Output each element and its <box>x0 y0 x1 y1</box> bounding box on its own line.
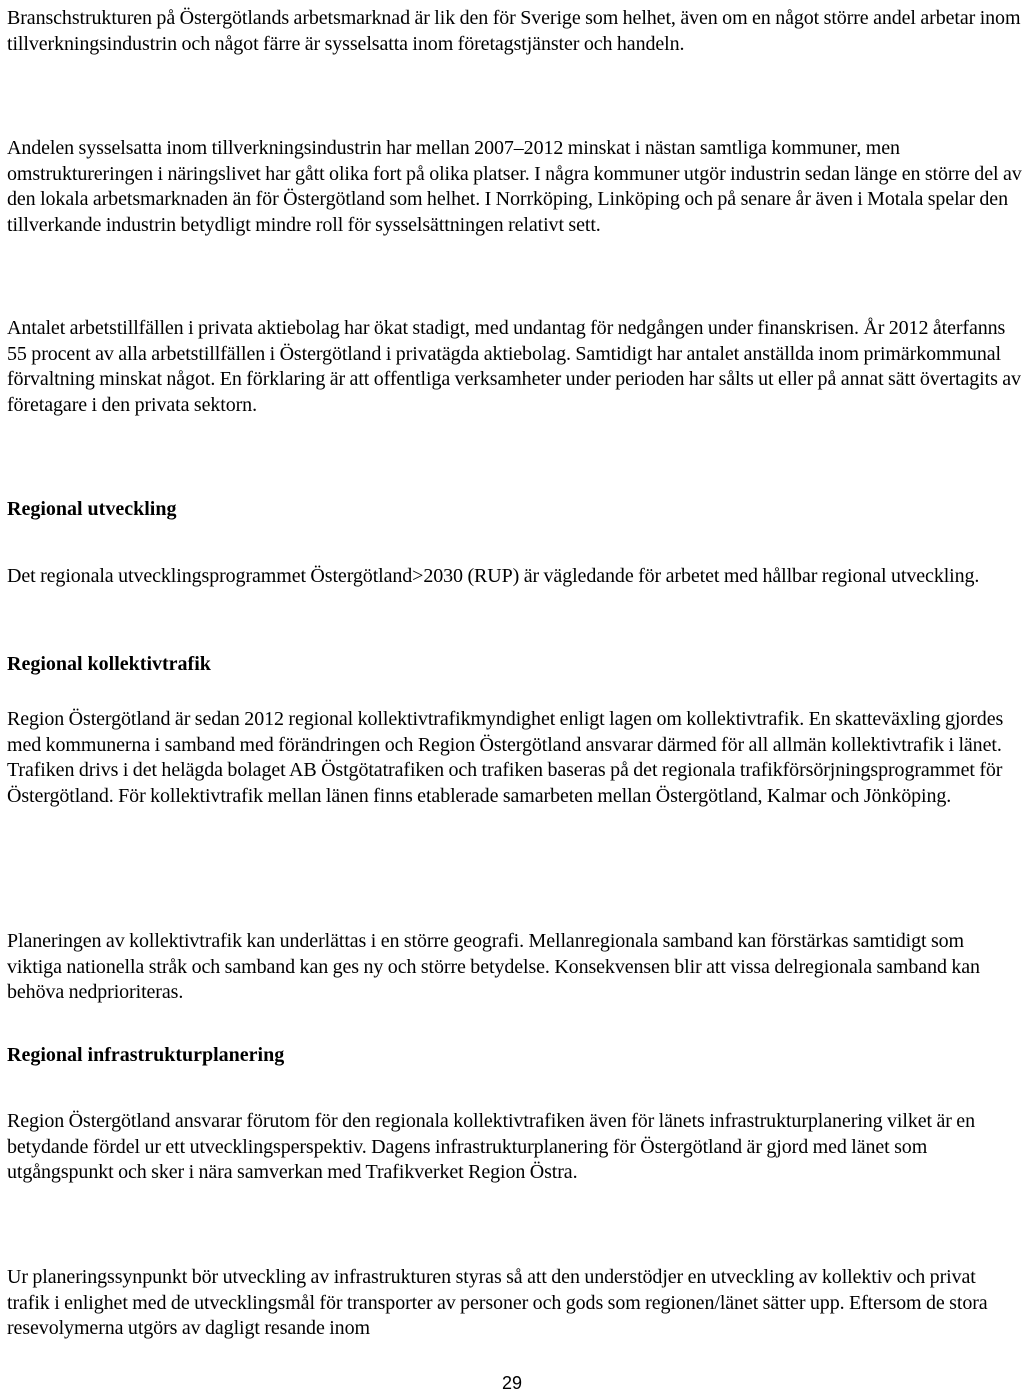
paragraph-transport-planning: Planeringen av kollektivtrafik kan underlättas i en större geografi. Mellanregionala samband kan förstärkas samtidigt som viktiga nationella stråk och samband kan ges ny och större betydelse. Konsekvensen blir att vissa delregionala samband kan behöva nedprioriteras. <box>7 930 980 1004</box>
heading-regional-public-transport: Regional kollektivtrafik <box>7 653 211 675</box>
paragraph-industry-structure: Branschstrukturen på Östergötlands arbetsmarknad är lik den för Sverige som helhet, även om en något större andel arbetar inom tillverkningsindustrin och något färre är sysselsatta inom företagstjänster och handeln. <box>7 7 1021 55</box>
heading-regional-development: Regional utveckling <box>7 498 177 520</box>
paragraph-transport-authority: Region Östergötland är sedan 2012 regional kollektivtrafikmyndighet enligt lagen om kollektivtrafik. En skatteväxling gjordes med kommunerna i samband med förändringen och Region Östergötland ansvarar därmed för all allmän kollektivtrafik i länet. Trafiken drivs i det helägda bolaget AB Östgötatrafiken och trafiken baseras på det regionala trafikförsörjningsprogrammet för Östergötland. För kollektivtrafik mellan länen finns etablerade samarbeten mellan Östergötland, Kalmar och Jönköping. <box>7 708 1004 807</box>
heading-infrastructure-planning: Regional infrastrukturplanering <box>7 1044 285 1066</box>
paragraph-rup: Det regionala utvecklingsprogrammet Östergötland>2030 (RUP) är vägledande för arbetet med hållbar regional utveckling. <box>7 565 980 587</box>
paragraph-infrastructure-steering: Ur planeringssynpunkt bör utveckling av infrastrukturen styras så att den understödjer en utveckling av kollektiv och privat trafik i enlighet med de utvecklingsmål för transporter av personer och gods som regionen/länet sätter upp. Eftersom de stora resevolymerna utgörs av dagligt resande inom <box>7 1266 988 1340</box>
paragraph-infrastructure-responsibility: Region Östergötland ansvarar förutom för den regionala kollektivtrafiken även för länets infrastrukturplanering vilket är en betydande fördel ur ett utvecklingsperspektiv. Dagens infrastrukturplanering för Östergötland är gjord med länet som utgångspunkt och sker i nära samverkan med Trafikverket Region Östra. <box>7 1110 975 1184</box>
page-number: 29 <box>501 1373 523 1393</box>
paragraph-private-companies: Antalet arbetstillfällen i privata aktiebolag har ökat stadigt, med undantag för nedgången under finanskrisen. År 2012 återfanns 55 procent av alla arbetstillfällen i Östergötland i privatägda aktiebolag. Samtidigt har antalet anställda inom primärkommunal förvaltning minskat något. En förklaring är att offentliga verksamheter under perioden har sålts ut eller på annat sätt övertagits av företagare i den privata sektorn. <box>7 317 1021 416</box>
paragraph-manufacturing-share: Andelen sysselsatta inom tillverkningsindustrin har mellan 2007–2012 minskat i nästan samtliga kommuner, men omstruktureringen i näringslivet har gått olika fort på olika platser. I några kommuner utgör industrin sedan länge en större del av den lokala arbetsmarknaden än för Östergötland som helhet. I Norrköping, Linköping och på senare år även i Motala spelar den tillverkande industrin betydligt mindre roll för sysselsättningen relativt sett. <box>7 137 1022 236</box>
